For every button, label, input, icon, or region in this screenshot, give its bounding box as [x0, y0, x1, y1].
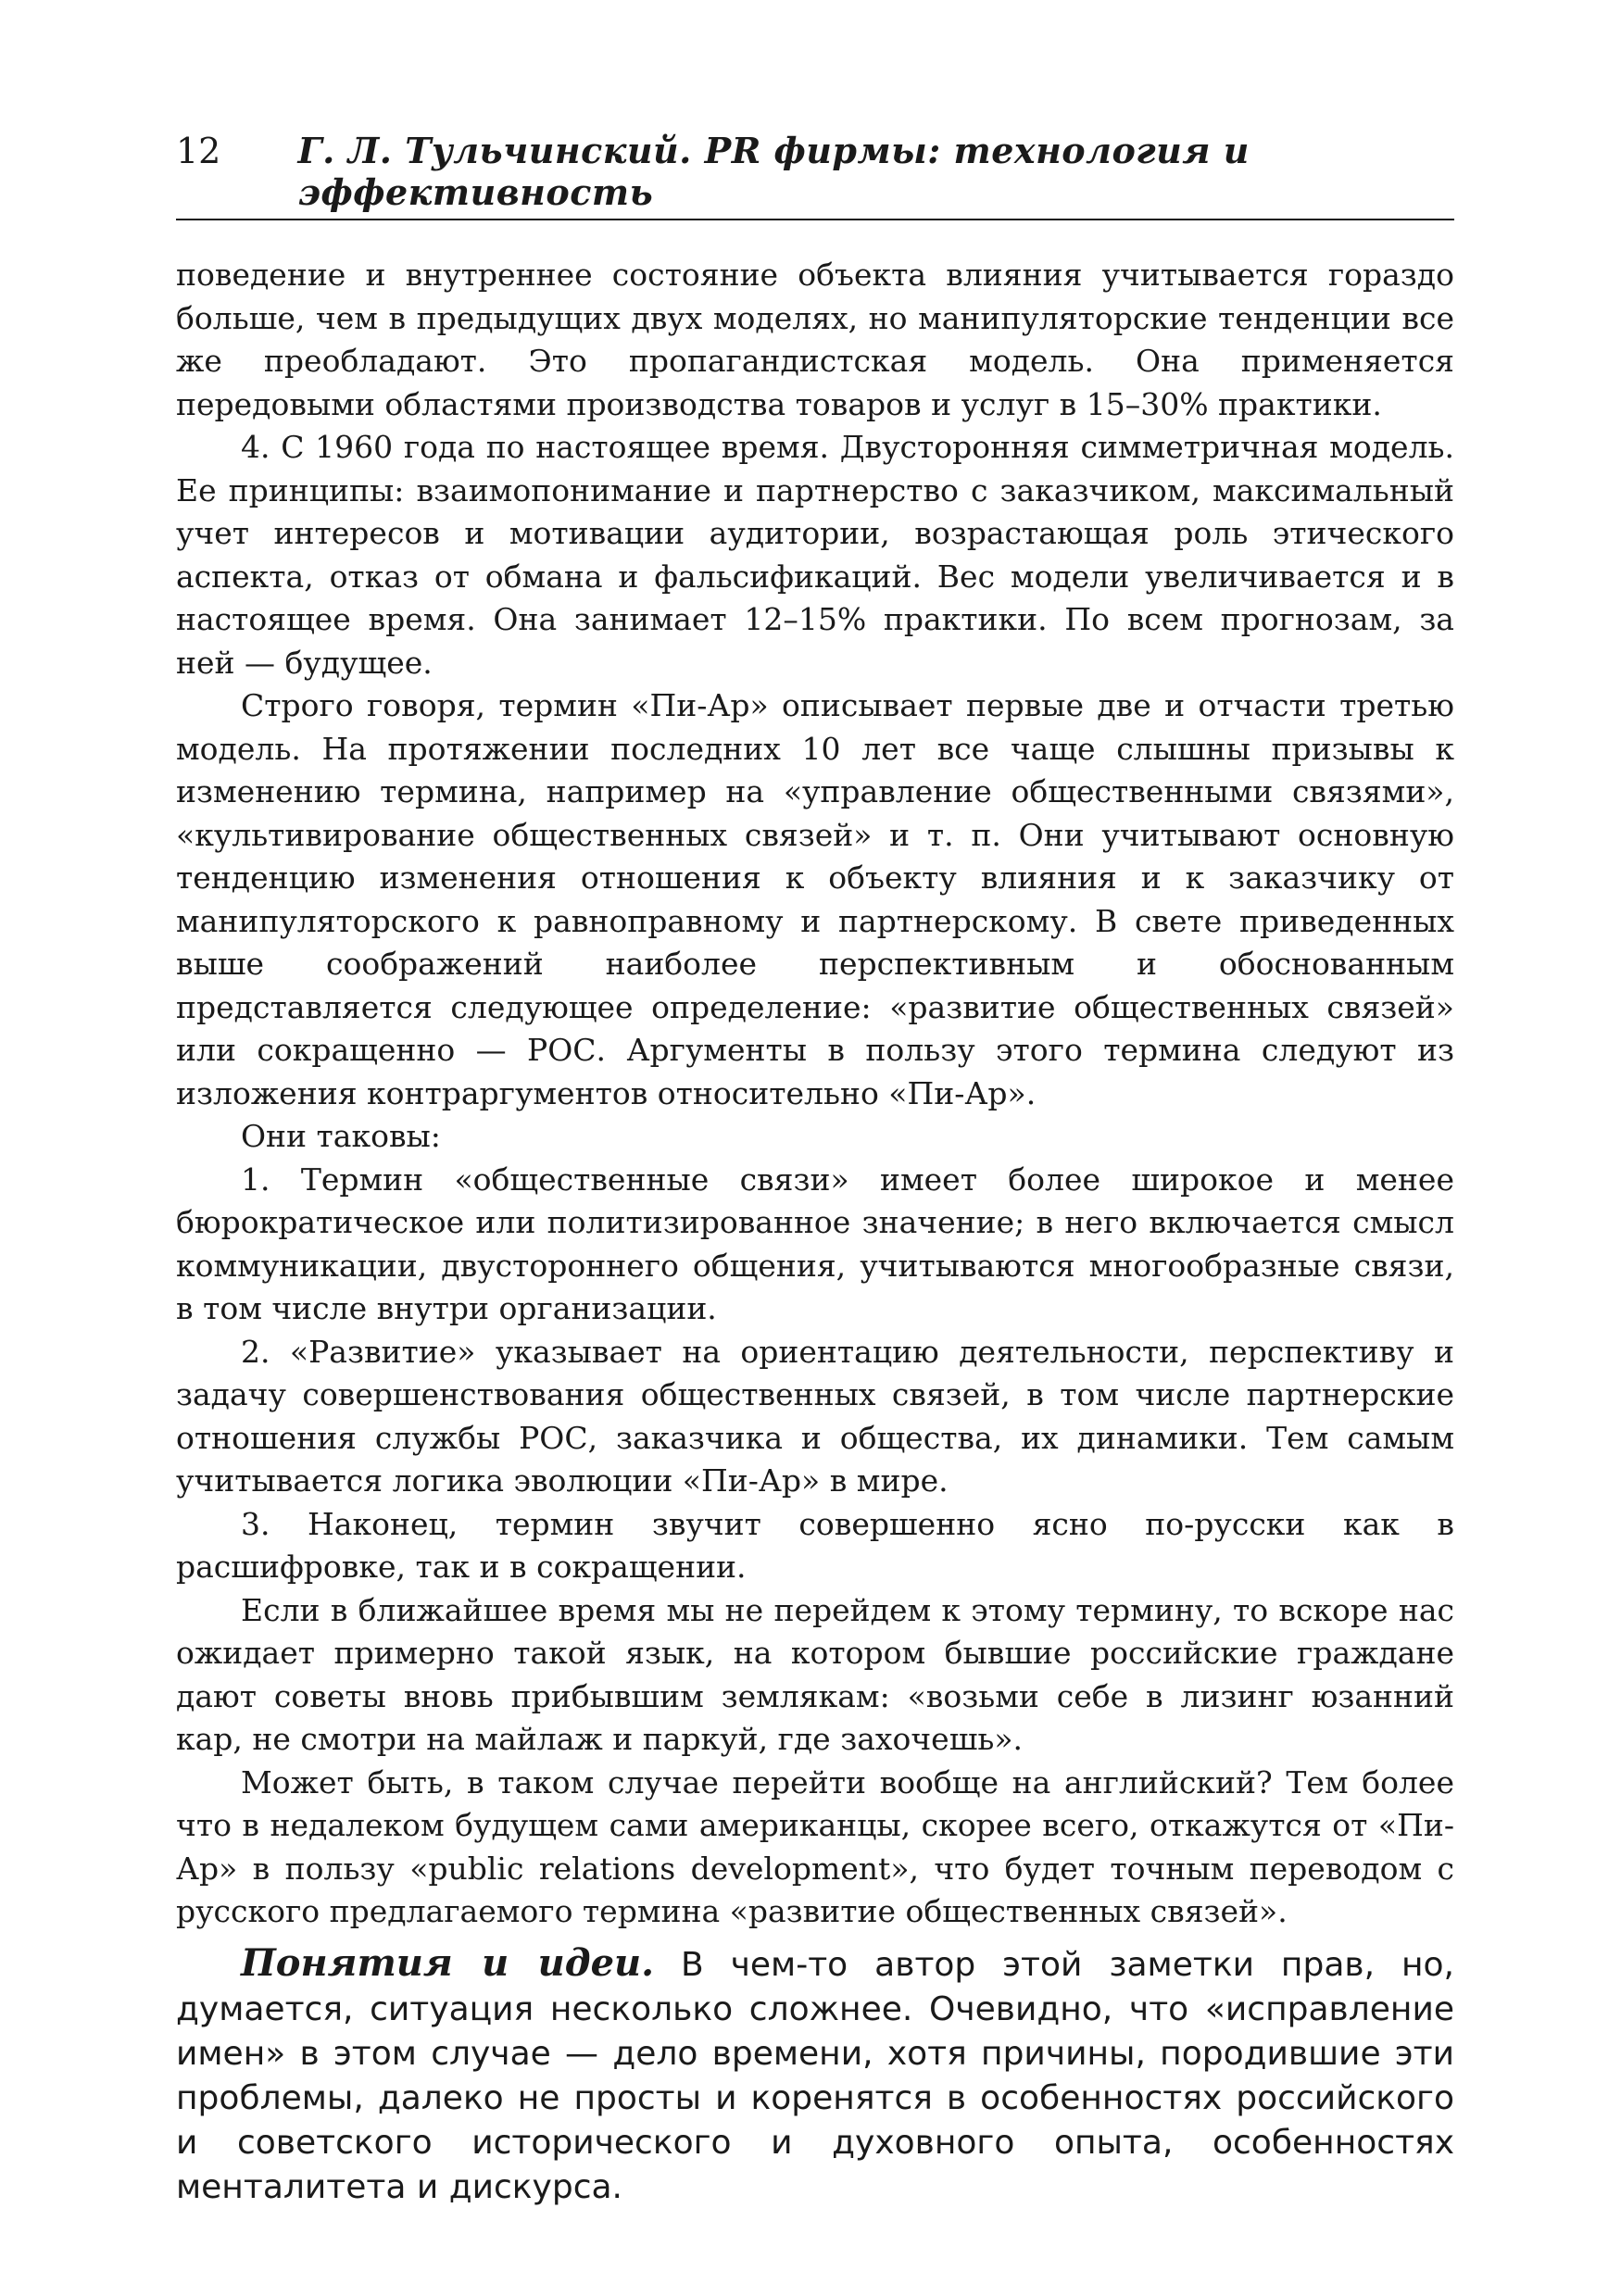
paragraph-language-warning: Если в ближайшее время мы не перейдем к этому термину, то вскоре нас ожидает примерно такой язык, на котором бывшие российские граждане дают советы вновь прибывшим землякам: «возьми себе в лизинг юзанний кар, не смотри на майлаж и паркуй, где захочешь».: [176, 1591, 1454, 1757]
running-title: Г. Л. Тульчинский. PR фирмы: технология и эффективность: [297, 130, 1250, 213]
running-header: [176, 130, 1454, 220]
page-number: 12: [176, 131, 221, 171]
paragraph-argument-1: 1. Термин «общественные связи» имеет более широкое и менее бюрократическое или политизированное значение; в него включается смысл коммуникации, двустороннего общения, учитываются многообразные связи, в том числе внутри организации.: [176, 1161, 1454, 1326]
commentary-block: [176, 1941, 1454, 2210]
paragraph-argument-2: 2. «Развитие» указывает на ориентацию деятельности, перспективу и задачу совершенствования общественных связей, в том числе партнерские отношения службы РОС, заказчика и общества, их динамики. Тем самым учитывается логика эволюции «Пи-Ар» в мире.: [176, 1333, 1454, 1499]
commentary-text: В чем-то автор этой заметки прав, но, думается, ситуация несколько сложнее. Очевидно, что «исправление имен» в этом случае — дело времени, хотя причины, породившие эти проблемы, далеко не просты и коренятся в особенностях российского и советского исторического и духовного опыта, особенностях менталитета и дискурса.: [176, 1945, 1455, 2206]
paragraph-arguments-intro: Они таковы:: [241, 1118, 441, 1154]
paragraph-propaganda-model: поведение и внутреннее состояние объекта влияния учитывается гораздо больше, чем в предыдущих двух моделях, но манипуляторские тенденции все же преобладают. Это пропагандистская модель. Она применяется передовыми областями производства товаров и услуг в 15–30% практики.: [176, 257, 1454, 422]
commentary-lead: Понятия и идеи.: [241, 1940, 655, 1985]
paragraph-term-discussion: Строго говоря, термин «Пи-Ар» описывает первые две и отчасти третью модель. На протяжении последних 10 лет все чаще слышны призывы к изменению термина, например на «управление общественными связями», «культивирование общественных связей» и т. п. Они учитывают основную тенденцию изменения отношения к объекту влияния и к заказчику от манипуляторского к равноправному и партнерскому. В свете приведенных выше соображений наиболее перспективным и обоснованным представляется следующее определение: «развитие общественных связей» или сокращенно — РОС. Аргументы в пользу этого термина следуют из изложения контраргументов относительно «Пи-Ар».: [176, 687, 1454, 1111]
paragraph-english-question: Может быть, в таком случае перейти вообще на английский? Тем более что в недалеком будущем сами американцы, скорее всего, откажутся от «Пи-Ар» в пользу «public relations development», что будет точным переводом с русского предлагаемого термина «развитие общественных связей».: [176, 1763, 1454, 1929]
book-page: [176, 130, 1454, 2210]
main-text: [176, 254, 1454, 1934]
paragraph-symmetric-model: 4. С 1960 года по настоящее время. Двусторонняя симметричная модель. Ее принципы: взаимопонимание и партнерство с заказчиком, максимальный учет интересов и мотивации аудитории, возрастающая роль этического аспекта, отказ от обмана и фальсификаций. Вес модели увеличивается и в настоящее время. Она занимает 12–15% практики. По всем прогнозам, за ней — будущее.: [176, 429, 1454, 681]
paragraph-argument-3: 3. Наконец, термин звучит совершенно ясно по-русски как в расшифровке, так и в сокращении.: [176, 1505, 1454, 1585]
